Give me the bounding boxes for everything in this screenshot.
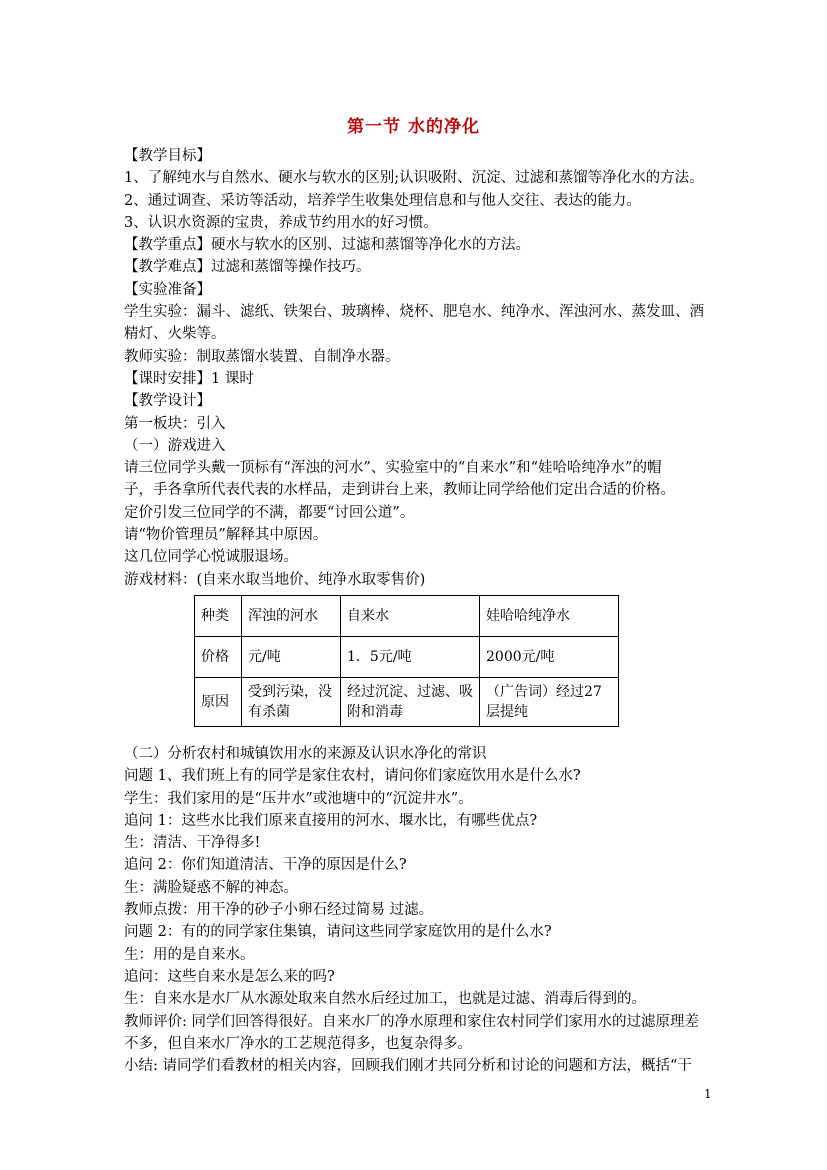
- text-line: 子，手各拿所代表代表的水样品，走到讲台上来，教师让同学给他们定出合适的价格。: [124, 482, 675, 499]
- table-cell: 价格: [195, 636, 242, 677]
- text-line: （二）分析农村和城镇饮用水的来源及认识水净化的常识: [124, 745, 487, 762]
- table-cell: 自来水: [341, 595, 480, 636]
- text-line: 【教学难点】过滤和蒸馏等操作技巧。: [124, 259, 371, 276]
- top-paragraphs: [124, 145, 708, 591]
- text-line: 生：用的是自来水。: [124, 946, 255, 963]
- text-line: 第一板块：引入: [124, 415, 226, 432]
- text-line: 请三位同学头戴一顶标有“浑浊的河水”、实验室中的“自来水”和“娃哈哈纯净水”的帽: [124, 460, 662, 477]
- text-line: 【课时安排】1 课时: [124, 370, 254, 387]
- table-cell: 经过沉淀、过滤、吸附和消毒: [341, 677, 480, 726]
- text-line: 追问：这些自来水是怎么来的吗?: [124, 968, 335, 985]
- text-line: 不多，但自来水厂净水的工艺规范得多，也复杂得多。: [124, 1035, 472, 1052]
- text-line: 生：满脸疑惑不解的神态。: [124, 879, 298, 896]
- table-cell: （广告词）经过27层提纯: [480, 677, 619, 726]
- text-line: 精灯、火柴等。: [124, 326, 226, 343]
- text-line: 学生实验：漏斗、滤纸、铁架台、玻璃棒、烧杯、肥皂水、纯净水、浑浊河水、蒸发皿、酒: [124, 304, 704, 321]
- bottom-paragraphs: [124, 743, 708, 1077]
- text-line: 1、了解纯水与自然水、硬水与软水的区别;认识吸附、沉淀、过滤和蒸馏等净化水的方法。: [124, 170, 704, 187]
- text-line: 教师评价: 同学们回答得很好。自来水厂的净水原理和家住农村同学们家用水的过滤原理差: [124, 1013, 699, 1030]
- text-line: 学生：我们家用的是“压井水”或池塘中的“沉淀井水”。: [124, 790, 473, 807]
- price-table: [194, 595, 619, 727]
- text-line: 生：自来水是水厂从水源处取来自然水后经过加工，也就是过滤、消毒后得到的。: [124, 991, 646, 1008]
- text-line: 生：清洁、干净得多!: [124, 835, 261, 852]
- text-line: 这几位同学心悦诚服退场。: [124, 549, 298, 566]
- table-cell: 1．5元/吨: [341, 636, 480, 677]
- document-body: [124, 145, 708, 1077]
- table-row: [195, 636, 619, 677]
- text-line: 【实验准备】: [124, 281, 211, 298]
- text-line: （一）游戏进入: [124, 437, 226, 454]
- text-line: 3、认识水资源的宝贵，养成节约用水的好习惯。: [124, 214, 438, 231]
- text-line: 教师点拨：用干净的砂子小卵石经过简易 过滤。: [124, 902, 434, 919]
- table-cell: 原因: [195, 677, 242, 726]
- text-line: 2、通过调查、采访等活动，培养学生收集处理信息和与他人交往、表达的能力。: [124, 192, 641, 209]
- text-line: 请“物价管理员”解释其中原因。: [124, 527, 328, 544]
- text-line: 【教学设计】: [124, 393, 211, 410]
- table-cell: 种类: [195, 595, 242, 636]
- page-number: 1: [704, 1087, 712, 1101]
- table-row: [195, 595, 619, 636]
- text-line: 游戏材料：(自来水取当地价、纯净水取零售价): [124, 571, 426, 588]
- text-line: 问题 2：有的的同学家住集镇，请问这些同学家庭饮用的是什么水?: [124, 924, 552, 941]
- table-row: [195, 677, 619, 726]
- text-line: 教师实验：制取蒸馏水装置、自制净水器。: [124, 348, 400, 365]
- text-line: 追问 2：你们知道清洁、干净的原因是什么?: [124, 857, 407, 874]
- table-cell: 受到污染，没有杀菌: [242, 677, 341, 726]
- text-line: 【教学目标】: [124, 148, 211, 164]
- text-line: 定价引发三位同学的不满，都要“讨回公道”。: [124, 504, 415, 521]
- table-cell: 浑浊的河水: [242, 595, 341, 636]
- table-cell: 元/吨: [242, 636, 341, 677]
- text-line: 【教学重点】硬水与软水的区别、过滤和蒸馏等净化水的方法。: [124, 237, 530, 254]
- text-line: 追问 1：这些水比我们原来直接用的河水、堰水比，有哪些优点?: [124, 812, 538, 829]
- table-cell: 娃哈哈纯净水: [480, 595, 619, 636]
- page-title: 第一节 水的净化: [347, 117, 480, 137]
- table-cell: 2000元/吨: [480, 636, 619, 677]
- text-line: 问题 1、我们班上有的同学是家住农村，请问你们家庭饮用水是什么水?: [124, 768, 581, 785]
- text-line: 小结: 请同学们看教材的相关内容，回顾我们刚才共同分析和讨论的问题和方法，概括“干: [124, 1058, 692, 1075]
